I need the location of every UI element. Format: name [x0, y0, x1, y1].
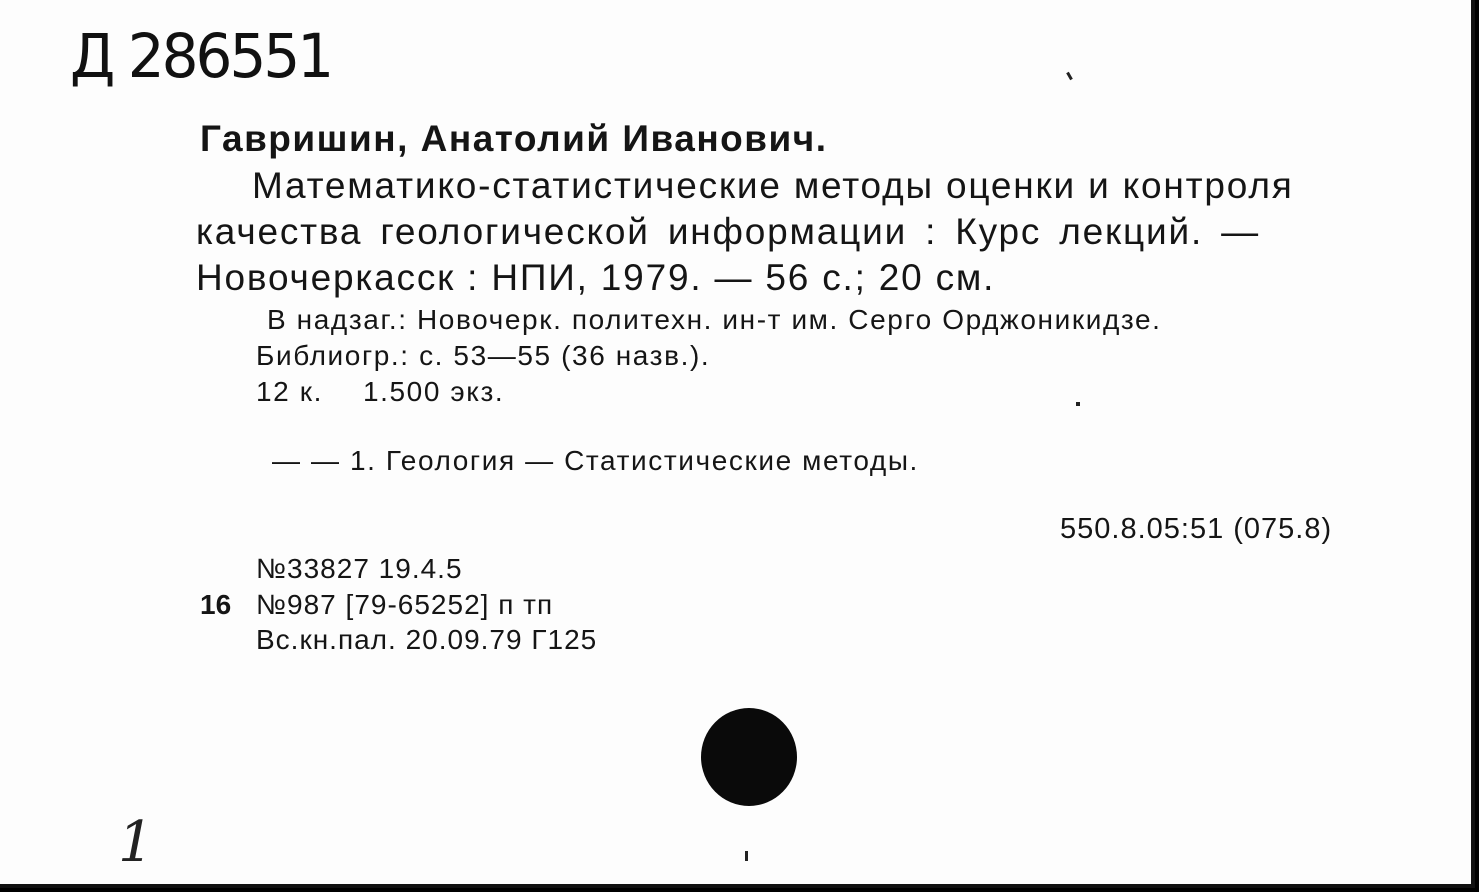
ink-speck — [1066, 72, 1073, 80]
print-info-line-2: №987 [79-65252] п тп — [256, 589, 554, 620]
udc-classification: 550.8.05:51 (075.8) — [1060, 513, 1333, 545]
print-info-line-3: Вс.кн.пал. 20.09.79 Г125 — [256, 624, 598, 655]
title-line-1: Математико-статистические методы оценки и контроля — [252, 165, 1294, 206]
ink-speck — [745, 851, 748, 861]
handwritten-inventory-number: Д 286551 — [70, 20, 332, 92]
ink-speck — [1076, 402, 1080, 406]
note-line-bibliography: Библиогр.: с. 53—55 (36 назв.). — [256, 340, 711, 371]
price: 12 к. — [256, 376, 323, 407]
sheet-number: 16 — [200, 589, 232, 620]
author-heading: Гавришин, Анатолий Иванович. — [200, 118, 828, 159]
note-line-series: В надзаг.: Новочерк. политехн. ин-т им. Серго Орджоникидзе. — [267, 304, 1162, 335]
print-run: 1.500 экз. — [362, 376, 505, 407]
print-info-line-1: №33827 19.4.5 — [256, 553, 463, 584]
price-and-print-run — [256, 376, 504, 408]
subject-heading: — — 1. Геология — Статистические методы. — [272, 445, 919, 476]
pencil-mark: 1 — [118, 810, 154, 875]
punch-hole — [701, 708, 797, 806]
title-line-2: качества геологической информации : Курс лекций. — — [196, 211, 1260, 252]
title-line-3: Новочеркасск : НПИ, 1979. — 56 с.; 20 см. — [196, 257, 996, 298]
